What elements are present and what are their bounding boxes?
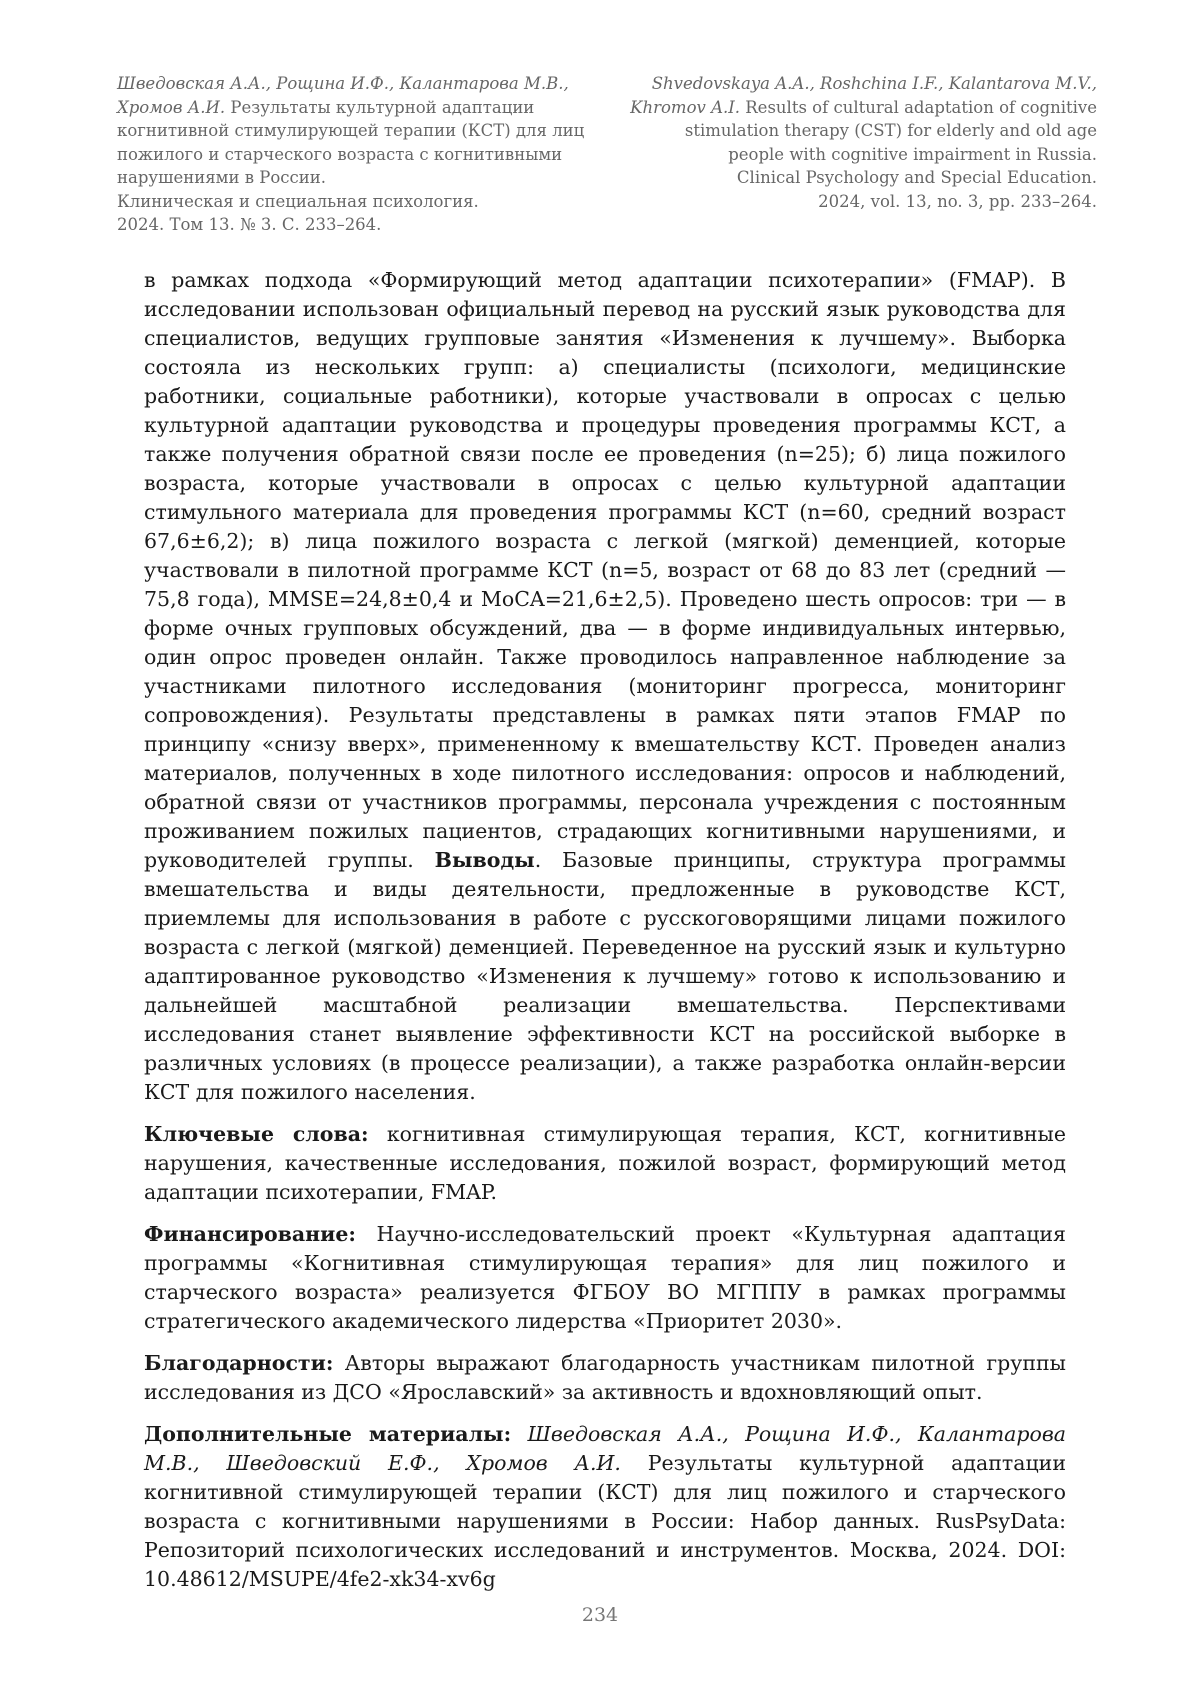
header-left-citation [117, 72, 597, 237]
header-right-issue: 2024, vol. 13, no. 3, pp. 233–264. [818, 191, 1097, 211]
supplementary-authors: Шведовская А.А., Рощина И.Ф., Калантарова М.В., Шведовский Е.Ф., Хромов А.И. [144, 1422, 1066, 1475]
conclusions-label: Выводы [434, 848, 535, 872]
header-right-title: Results of cultural adaptation of cognitive stimulation therapy (CST) for elderly and old age people with cognitive impairment in Russia. [684, 97, 1097, 164]
abstract-text-2: . Базовые принципы, структура программы вмешательства и виды деятельности, предложенные в руководстве КСТ, приемлемы для использования в работе с русскоговорящими лицами пожилого возраста с легкой (мягкой) деменцией. Переведенное на русский язык и культурно адаптированное руководство «Изменения к лучшему» готово к использованию и дальнейшей масштабной реализации вмешательства. Перспективами исследования станет выявление эффективности КСТ на российской выборке в различных условиях (в процессе реализации), а также разработка онлайн-версии КСТ для пожилого населения. [144, 848, 1066, 1104]
header-left-issue: 2024. Том 13. № 3. С. 233–264. [117, 215, 382, 234]
supplementary-text: Результаты культурной адаптации когнитивной стимулирующей терапии (КСТ) для лиц пожилого и старческого возраста с когнитивными нарушениями в России: Набор данных. RusPsyData: Репозиторий психологических исследований и инструментов. Москва, 2024. DOI: 10.48612/MSUPE/4fe2-xk34-xv6g [144, 1451, 1066, 1591]
funding-paragraph [144, 1220, 1066, 1336]
page-number: 234 [581, 1604, 619, 1626]
header-right-authors: Shvedovskaya A.A., Roshchina I.F., Kalantarova M.V., Khromov A.I. [630, 74, 1097, 117]
supplementary-paragraph [144, 1420, 1066, 1594]
funding-text: Научно-исследовательский проект «Культурная адаптация программы «Когнитивная стимулирующая терапия» для лиц пожилого и старческого возраста» реализуется ФГБОУ ВО МГППУ в рамках программы стратегического академического лидерства «Приоритет 2030». [144, 1222, 1066, 1333]
header-left-authors: Шведовская А.А., Рощина И.Ф., Калантарова М.В., Хромов А.И. [117, 74, 569, 117]
keywords-paragraph [144, 1120, 1066, 1207]
keywords-text: когнитивная стимулирующая терапия, КСТ, когнитивные нарушения, качественные исследования, пожилой возраст, формирующий метод адаптации психотерапии, FMAP. [144, 1122, 1066, 1204]
acknowledgements-paragraph [144, 1349, 1066, 1407]
header-left-journal: Клиническая и специальная психология. [117, 191, 479, 211]
article-body [144, 266, 1066, 1594]
header-right-journal: Clinical Psychology and Special Education. [736, 168, 1097, 187]
funding-label: Финансирование: [144, 1222, 356, 1246]
header-right-citation [627, 72, 1097, 237]
keywords-label: Ключевые слова: [144, 1122, 369, 1146]
running-header [117, 72, 1097, 237]
acknowledgements-label: Благодарности: [144, 1351, 334, 1375]
acknowledgements-text: Авторы выражают благодарность участникам пилотной группы исследования из ДСО «Ярославский» за активность и вдохновляющий опыт. [144, 1351, 1066, 1404]
abstract-text-1: в рамках подхода «Формирующий метод адаптации психотерапии» (FMAP). В исследовании использован официальный перевод на русский язык руководства для специалистов, ведущих групповые занятия «Изменения к лучшему». Выборка состояла из нескольких групп: а) специалисты (психологи, медицинские работники, социальные работники), которые участвовали в опросах с целью культурной адаптации руководства и процедуры проведения программы КСТ, а также получения обратной связи после ее проведения (n=25); б) лица пожилого возраста, которые участвовали в опросах с целью культурной адаптации стимульного материала для проведения программы КСТ (n=60, средний возраст 67,6±6,2); в) лица пожилого возраста с легкой (мягкой) деменцией, которые участвовали в пилотной программе КСТ (n=5, возраст от 68 до 83 лет (средний — 75,8 года), MMSE=24,8±0,4 и MoCA=21,6±2,5). Проведено шесть опросов: три — в форме очных групповых обсуждений, два — в форме индивидуальных интервью, один опрос проведен онлайн. Также проводилось направленное наблюдение за участниками пилотного исследования (мониторинг прогресса, мониторинг сопровождения). Результаты представлены в рамках пяти этапов FMAP по принципу «снизу вверх», примененному к вмешательству КСТ. Проведен анализ материалов, полученных в ходе пилотного исследования: опросов и наблюдений, обратной связи от участников программы, персонала учреждения с постоянным проживанием пожилых пациентов, страдающих когнитивными нарушениями, и руководителей группы. [144, 268, 1066, 872]
supplementary-label: Дополнительные материалы: [144, 1422, 512, 1446]
abstract-paragraph [144, 266, 1066, 1107]
header-left-title: Результаты культурной адаптации когнитивной стимулирующей терапии (КСТ) для лиц пожилого и старческого возраста с когнитивными нарушениями в России. [117, 97, 585, 187]
